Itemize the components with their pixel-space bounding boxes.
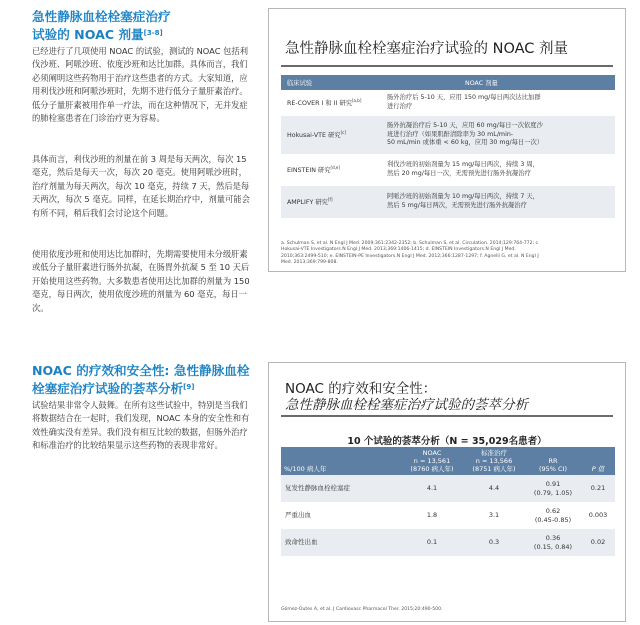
slide-references: a. Schulman S, et al. N Engl J Med. 2009;361:2342-2352; b. Schulman S, et al. Circulation. 2014;129:764-772; c. Hokusai-VTE Investigators.N Engl J Med. 2013;369:1406-1415; d. EINSTEIN Investigators.N Engl J Med. 2010;363:2499-510; e. EINSTEIN-PE Investigators.N Engl J Med. 2012;366:1287-1297; f. Agnelli G, et al. N Engl J Med. 2013;369:799-808. — [281, 241, 540, 266]
outcome-label: 严重出血 — [285, 511, 311, 520]
slide-title-line2: 急性静脉血栓栓塞症治疗试验的荟萃分析 — [285, 397, 528, 413]
table-title: 10 个试验的荟萃分析（N = 35,029名患者） — [347, 436, 547, 447]
trial-name: Hokusai-VTE 研究[c] — [281, 116, 381, 154]
table-header-row — [281, 447, 615, 475]
rr-value: 0.36 (0.15, 0.84) — [525, 529, 581, 556]
trial-name: RE-COVER I 和 II 研究[a,b] — [287, 98, 362, 108]
header-p: P 值 — [581, 447, 615, 475]
rr-value: 0.91 (0.79, 1.05) — [525, 475, 581, 502]
noac-value: 1.8 — [426, 511, 438, 520]
standard-value: 4.4 — [463, 475, 525, 502]
header-dose: NOAC 剂量 — [381, 75, 615, 90]
noac-value: 0.1 — [401, 529, 463, 556]
trial-name: EINSTEIN 研究[d,e] — [287, 165, 340, 175]
dose-cell: 肠外抗凝治疗后 5-10 天，应用 60 mg/每日一次依度沙 班进行治疗（如果肌酐清除率为 30 mL/min- 50 mL/min 或体重 < 60 kg，应用 30 mg/每日一次） — [381, 116, 615, 154]
header-standard: 标准治疗 n = 13,566 (8751 病人年) — [463, 447, 525, 475]
p-value: 0.003 — [588, 511, 608, 520]
dose-cell: 肠外治疗后 5-10 天，应用 150 mg/每日两次达比加群 进行治疗 — [387, 94, 541, 110]
standard-value: 3.1 — [488, 511, 500, 520]
slide-title-line1: NOAC 的疗效和安全性： — [285, 381, 437, 397]
section-title-meta-analysis — [32, 362, 257, 397]
meta-analysis-table — [281, 447, 615, 556]
section-title-line2: 栓塞症治疗试验的荟萃分析 — [32, 381, 184, 396]
section-title-noac-dosing — [32, 8, 242, 43]
table-row — [281, 502, 615, 529]
section-title-line1: NOAC 的疗效和安全性: 急性静脉血栓 — [32, 363, 250, 378]
title-reference: [3-8] — [143, 29, 163, 37]
paragraph-meta-analysis-results: 试验结果非常令人鼓舞。在所有这些试验中，特别是当我们将数据结合在一起时，我们发现，NOAC 本身的安全性和有效性确实没有差异。我们没有相互比较的数据，但肠外治疗和标准治疗的比较结果显示这些药物的表现非常好。 — [32, 400, 250, 451]
table-row — [281, 186, 615, 218]
header-label: %/100 病人年 — [281, 447, 401, 475]
noac-value: 4.1 — [401, 475, 463, 502]
outcome-label: 复发性静脉血栓栓塞症 — [281, 475, 401, 502]
paragraph-edoxaban-dabigatran-dosing: 使用依度沙班和使用达比加群时，先期需要使用未分级肝素或低分子量肝素进行肠外抗凝，在肠胃外抗凝 5 至 10 天后开始使用这些药物。大多数患者使用达比加群的剂量为 150 毫克，每日两次，使用依度沙班的剂量为 60 毫克，每日一次。 — [32, 249, 250, 313]
title-divider — [281, 65, 613, 67]
rr-value: 0.62 (0.45-0.85) — [534, 507, 572, 524]
slide-title: 急性静脉血栓栓塞症治疗试验的 NOAC 剂量 — [285, 41, 569, 57]
paragraph-rivaroxaban-apixaban-dosing: 具体而言，利伐沙班的剂量在前 3 周是每天两次，每次 15 毫克，然后是每天一次，每次 20 毫克。使用阿哌沙班时，治疗剂量为每天两次，每次 10 毫克，持续 7 天，然后是每天两次，每次 5 毫克。同样，在延长期治疗中，剂量可能会有所不同，稍后我们会讨论这个问题。 — [32, 154, 250, 218]
outcome-label: 致命性出血 — [281, 529, 401, 556]
table-row — [281, 475, 615, 502]
dose-cell: 利伐沙班的初始剂量为 15 mg/每日两次，持续 3 周， 然后 20 mg/每日一次，无需预先进行肠外抗凝治疗 — [387, 161, 539, 177]
header-rr: RR (95% CI) — [525, 447, 581, 475]
title-reference: [9] — [183, 383, 195, 391]
section-title-line1: 急性静脉血栓栓塞症治疗 — [32, 9, 171, 24]
table-header-row — [281, 75, 615, 90]
table-row — [281, 90, 615, 116]
title-divider — [281, 415, 613, 417]
slide-noac-dosing-table — [268, 8, 626, 272]
paragraph-trials-overview: 已经进行了几项使用 NOAC 的试验，测试的 NOAC 包括利伐沙班、阿哌沙班、依度沙班和达比加群。具体而言，我们必须阐明这些药物用于治疗这些患者的方式。大家知道，应用利伐沙班和阿哌沙班时，先期不进行低分子量肝素治疗。低分子量肝素被用作单一疗法，而在这种情况下，无并发症的肺栓塞患者在门诊治疗更为容易。 — [32, 46, 249, 124]
p-value: 0.02 — [581, 529, 615, 556]
p-value: 0.21 — [581, 475, 615, 502]
header-noac: NOAC n = 13,561 (8760 病人年) — [401, 447, 463, 475]
standard-value: 0.3 — [463, 529, 525, 556]
slide-reference: Gómez-Outes A, et al. J Cardiovasc Pharmacol Ther. 2015;20:490-500. — [281, 607, 443, 612]
noac-dosing-table — [281, 75, 615, 218]
header-trial: 临床试验 — [281, 75, 381, 90]
table-row — [281, 116, 615, 154]
dose-cell: 阿哌沙班的初始剂量为 10 mg/每日两次，持续 7 天， 然后 5 mg/每日两次，无需预先进行肠外抗凝治疗 — [381, 186, 615, 218]
table-row — [281, 154, 615, 186]
slide-meta-analysis — [268, 362, 626, 622]
trial-name: AMPLIFY 研究[f] — [281, 186, 381, 218]
section-title-line2: 试验的 NOAC 剂量 — [32, 27, 144, 42]
table-row — [281, 529, 615, 556]
